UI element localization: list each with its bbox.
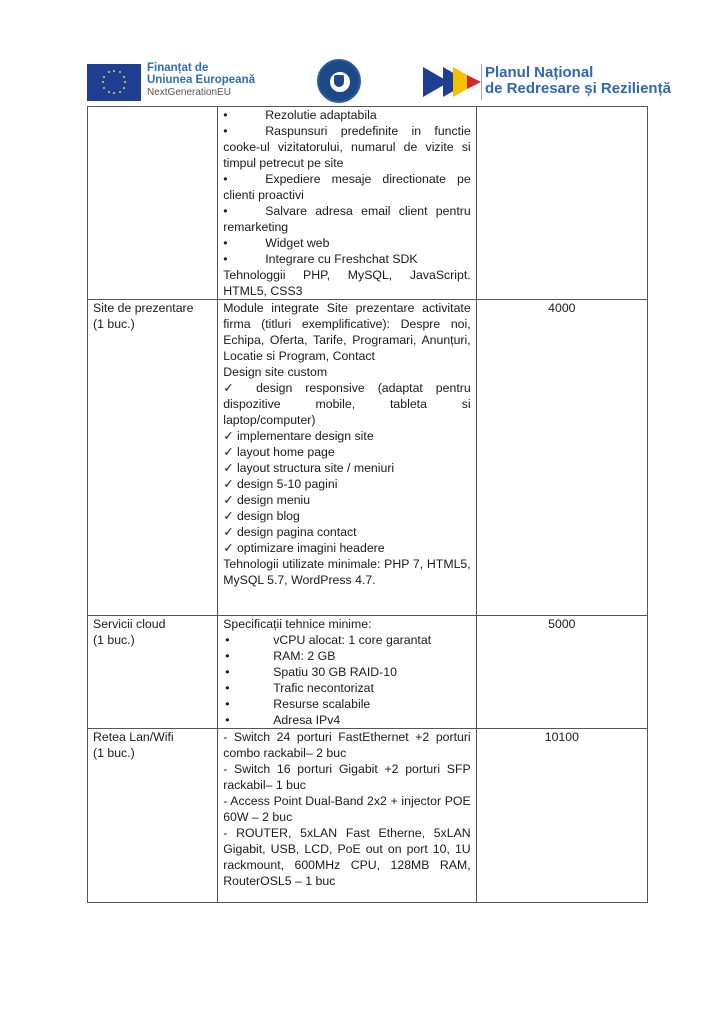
list-item [223, 235, 470, 251]
check-icon: ✓ [223, 541, 234, 555]
list-item [223, 428, 470, 444]
list-item [223, 524, 470, 540]
pnrr-logo-line1: Planul Național [485, 64, 594, 81]
bullet-text: Spatiu 30 GB RAID-10 [273, 665, 397, 679]
bullet-icon: • [225, 713, 230, 727]
item-value-cell: 10100 [476, 729, 647, 903]
pnrr-separator [481, 64, 482, 100]
guvernul-romaniei-crest-icon [317, 59, 361, 103]
eu-logo-line3: NextGenerationEU [147, 87, 231, 98]
check-text: layout structura site / meniuri [236, 461, 395, 475]
bullet-icon: • [225, 697, 230, 711]
item-value-cell [476, 107, 647, 300]
table-row [88, 729, 648, 903]
table-row [88, 300, 648, 616]
check-text: design responsive (adaptat pentru dispozitive mobile, tableta si laptop/computer) [223, 381, 471, 427]
check-text: implementare design site [236, 429, 374, 443]
eagle-crest-icon [334, 75, 344, 87]
list-item [223, 540, 470, 556]
eu-star-icon [113, 92, 115, 94]
bullet-text: Widget web [265, 236, 330, 250]
item-spec-cell [218, 300, 476, 616]
check-text: design 5-10 pagini [236, 477, 338, 491]
check-icon: ✓ [223, 493, 234, 507]
eu-logo-line2: Uniunea Europeană [147, 74, 255, 86]
item-quantity: (1 buc.) [93, 633, 135, 647]
list-item [223, 712, 470, 728]
list-item [223, 508, 470, 524]
bullet-icon: • [223, 252, 228, 266]
eu-star-icon [102, 81, 104, 83]
pnrr-arrows-icon [423, 67, 483, 97]
check-text: design pagina contact [236, 525, 357, 539]
technologies-text: Tehnologii utilizate minimale: PHP 7, HTML5, MySQL 5.7, WordPress 4.7. [223, 557, 471, 587]
list-item: - Switch 16 porturi Gigabit +2 porturi SFP rackabil– 1 buc [223, 762, 471, 792]
item-name: Site de prezentare [93, 301, 194, 315]
check-icon: ✓ [223, 509, 234, 523]
page-header [0, 0, 724, 106]
eu-star-icon [123, 76, 125, 78]
bullet-text: vCPU alocat: 1 core garantat [273, 633, 432, 647]
item-quantity: (1 buc.) [93, 317, 135, 331]
list-item [223, 680, 470, 696]
bullet-icon: • [225, 633, 230, 647]
eu-star-icon [124, 81, 126, 83]
bullet-icon: • [223, 172, 228, 186]
bullet-icon: • [223, 236, 228, 250]
item-spec-cell [218, 107, 476, 300]
check-icon: ✓ [223, 429, 234, 443]
check-icon: ✓ [223, 445, 234, 459]
bullet-text: Salvare adresa email client pentru remarketing [223, 204, 471, 234]
eu-star-icon [113, 70, 115, 72]
check-icon: ✓ [223, 477, 234, 491]
eu-star-icon [108, 91, 110, 93]
list-item [223, 664, 470, 680]
check-icon: ✓ [223, 381, 244, 395]
list-item [223, 251, 470, 267]
item-name-cell [88, 616, 218, 729]
pnrr-logo-line2: de Redresare și Reziliență [485, 80, 671, 97]
bullet-icon: • [223, 124, 228, 138]
pnrr-arrow-yellow [453, 67, 467, 97]
item-name: Servicii cloud [93, 617, 166, 631]
list-item [223, 492, 470, 508]
list-item: - Switch 24 porturi FastEthernet +2 porturi combo rackabil– 2 buc [223, 730, 471, 760]
eu-star-icon [123, 87, 125, 89]
bullet-text: Rezolutie adaptabila [265, 108, 377, 122]
spec-subtitle: Design site custom [223, 365, 328, 379]
equipment-table [87, 106, 648, 903]
list-item [223, 203, 470, 235]
pnrr-arrow-red [467, 75, 481, 89]
item-name-cell [88, 300, 218, 616]
list-item [223, 460, 470, 476]
eu-logo-line1: Finanțat de [147, 62, 209, 74]
spec-intro: Specificații tehnice minime: [223, 617, 372, 631]
item-value-cell: 4000 [476, 300, 647, 616]
pnrr-logo-text [485, 65, 671, 97]
bullet-icon: • [223, 108, 228, 122]
check-text: design meniu [236, 493, 311, 507]
list-item [223, 444, 470, 460]
bullet-text: Adresa IPv4 [273, 713, 341, 727]
bullet-text: Trafic necontorizat [273, 681, 374, 695]
table-row [88, 616, 648, 729]
item-value-cell: 5000 [476, 616, 647, 729]
check-text: layout home page [236, 445, 335, 459]
list-item [223, 648, 470, 664]
list-item [223, 380, 470, 428]
check-text: optimizare imagini headere [236, 541, 385, 555]
bullet-text: Resurse scalabile [273, 697, 371, 711]
list-item [223, 632, 470, 648]
bullet-text: RAM: 2 GB [273, 649, 336, 663]
eu-flag-icon [87, 64, 141, 101]
bullet-icon: • [225, 649, 230, 663]
bullet-text: Expediere mesaje directionate pe clienti proactivi [223, 172, 471, 202]
check-text: design blog [236, 509, 300, 523]
eu-star-icon [119, 91, 121, 93]
eu-star-icon [108, 71, 110, 73]
bullet-icon: • [225, 665, 230, 679]
check-icon: ✓ [223, 525, 234, 539]
bullet-icon: • [225, 681, 230, 695]
eu-star-icon [103, 76, 105, 78]
item-name-cell [88, 107, 218, 300]
item-quantity: (1 buc.) [93, 746, 135, 760]
eu-star-icon [103, 87, 105, 89]
check-icon: ✓ [223, 461, 234, 475]
list-item: - ROUTER, 5xLAN Fast Etherne, 5xLAN Gigabit, USB, LCD, PoE out on port 10, 1U rackmount, 600MHz CPU, 128MB RAM, RouterOSL5 – 1 buc [223, 826, 471, 888]
list-item [223, 107, 470, 123]
table-row [88, 107, 648, 300]
list-item [223, 123, 470, 171]
item-spec-cell [218, 616, 476, 729]
list-item: - Access Point Dual-Band 2x2 + injector POE 60W – 2 buc [223, 794, 471, 824]
eu-star-icon [119, 71, 121, 73]
bullet-text: Raspunsuri predefinite in functie cooke-ul vizitatorului, numarul de vizite si timpul petrecut pe site [223, 124, 471, 170]
bullet-icon: • [223, 204, 228, 218]
list-item [223, 476, 470, 492]
spec-intro: Module integrate Site prezentare activitate firma (titluri exemplificative): Despre noi, Echipa, Oferta, Tarife, Programari, Anunțuri, Locatie si Program, Contact [223, 301, 471, 363]
technologies-text: Tehnologgii PHP, MySQL, JavaScript. HTML5, CSS3 [223, 268, 471, 298]
item-spec-cell [218, 729, 476, 903]
eu-funding-logo-text [147, 62, 255, 99]
list-item [223, 171, 470, 203]
bullet-text: Integrare cu Freshchat SDK [265, 252, 418, 266]
item-name: Retea Lan/Wifi [93, 730, 174, 744]
list-item [223, 696, 470, 712]
item-name-cell [88, 729, 218, 903]
